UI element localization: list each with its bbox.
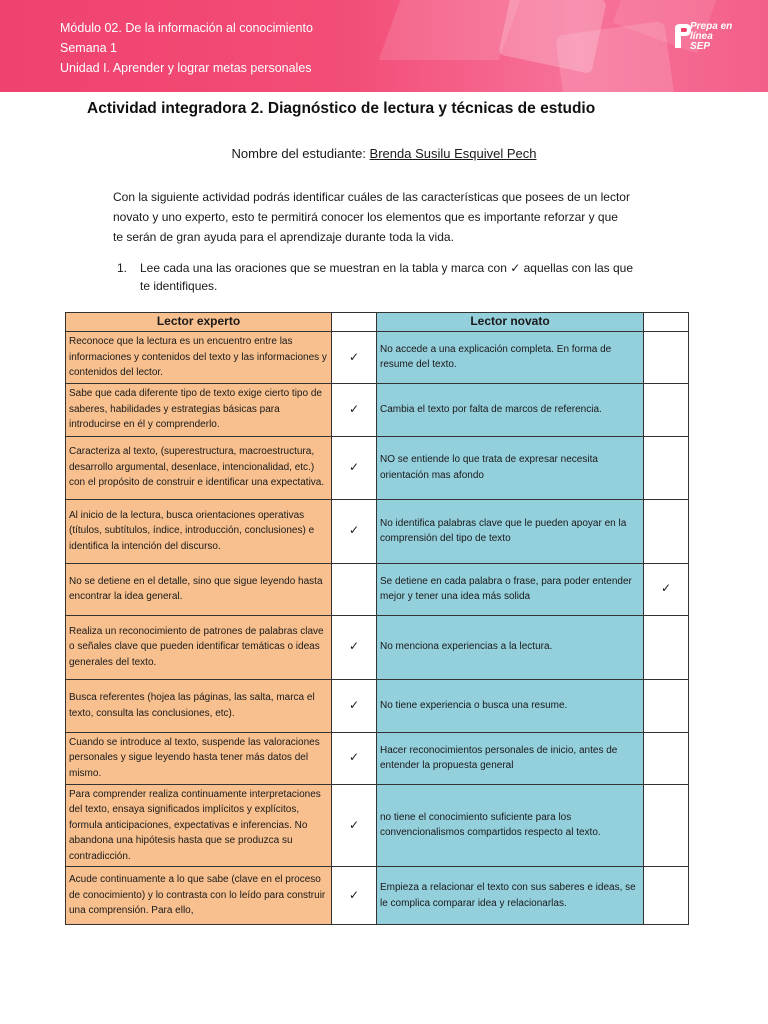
table-row xyxy=(66,679,689,732)
novice-checkmark[interactable] xyxy=(644,332,689,384)
expert-checkmark[interactable]: ✓ xyxy=(332,383,377,436)
expert-trait: Cuando se introduce al texto, suspende las valoraciones personales y sigue leyendo hasta tener más datos del mismo. xyxy=(66,732,332,784)
novice-trait: Se detiene en cada palabra o frase, para poder entender mejor y tener una idea más solida xyxy=(377,563,644,615)
novice-trait: No identifica palabras clave que le pueden apoyar en la comprensión del tipo de texto xyxy=(377,499,644,563)
table-row xyxy=(66,867,689,925)
header-expert-mark xyxy=(332,313,377,332)
novice-checkmark[interactable] xyxy=(644,383,689,436)
expert-trait: Caracteriza al texto, (superestructura, macroestructura, desarrollo argumental, desenlace, intencionalidad, etc.) con el propósito de construir e identificar una expectativa. xyxy=(66,436,332,499)
expert-checkmark[interactable]: ✓ xyxy=(332,784,377,867)
novice-checkmark[interactable] xyxy=(644,784,689,867)
instruction-item xyxy=(113,259,658,295)
novice-trait: No menciona experiencias a la lectura. xyxy=(377,615,644,679)
expert-checkmark[interactable]: ✓ xyxy=(332,332,377,384)
table-row xyxy=(66,732,689,784)
expert-trait: Al inicio de la lectura, busca orientaciones operativas (títulos, subtítulos, índice, introducción, conclusiones) e identifica la intención del discurso. xyxy=(66,499,332,563)
header-expert: Lector experto xyxy=(66,313,332,332)
novice-trait: No tiene experiencia o busca una resume. xyxy=(377,679,644,732)
student-label: Nombre del estudiante: xyxy=(231,146,366,161)
novice-trait: Cambia el texto por falta de marcos de referencia. xyxy=(377,383,644,436)
instruction-number: 1. xyxy=(117,261,128,275)
novice-checkmark[interactable] xyxy=(644,615,689,679)
table-row xyxy=(66,563,689,615)
student-name-line xyxy=(0,146,768,161)
expert-checkmark[interactable]: ✓ xyxy=(332,499,377,563)
expert-trait: Busca referentes (hojea las páginas, las salta, marca el texto, consulta las conclusiones, etc). xyxy=(66,679,332,732)
novice-trait: no tiene el conocimiento suficiente para los convencionalismos compartidos respecto al texto. xyxy=(377,784,644,867)
expert-trait: Acude continuamente a lo que sabe (clave en el proceso de conocimiento) y lo contrasta con lo leído para construir una comprensión. Para ello, xyxy=(66,867,332,925)
expert-checkmark[interactable]: ✓ xyxy=(332,867,377,925)
novice-checkmark[interactable]: ✓ xyxy=(644,563,689,615)
novice-trait: Empieza a relacionar el texto con sus saberes e ideas, se le complica comparar idea y relacionarlas. xyxy=(377,867,644,925)
expert-trait: No se detiene en el detalle, sino que sigue leyendo hasta encontrar la idea general. xyxy=(66,563,332,615)
reader-comparison-table xyxy=(65,312,689,925)
prepa-en-linea-logo xyxy=(672,18,734,70)
expert-checkmark[interactable]: ✓ xyxy=(332,732,377,784)
intro-line: novato y uno experto, esto te permitirá conocer los elementos que es importante reforzar y que xyxy=(113,210,618,224)
novice-checkmark[interactable] xyxy=(644,679,689,732)
expert-checkmark[interactable] xyxy=(332,563,377,615)
course-info xyxy=(60,18,313,78)
novice-trait: No accede a una explicación completa. En forma de resume del texto. xyxy=(377,332,644,384)
expert-checkmark[interactable]: ✓ xyxy=(332,615,377,679)
table-row xyxy=(66,615,689,679)
intro-line: te serán de gran ayuda para el aprendizaje durante toda la vida. xyxy=(113,230,454,244)
week-line: Semana 1 xyxy=(60,41,117,55)
expert-checkmark[interactable]: ✓ xyxy=(332,436,377,499)
module-line: Módulo 02. De la información al conocimiento xyxy=(60,21,313,35)
expert-trait: Sabe que cada diferente tipo de texto exige cierto tipo de saberes, habilidades y estrategias básicas para introducirse en él y comprenderlo. xyxy=(66,383,332,436)
header-banner xyxy=(0,0,768,92)
novice-checkmark[interactable] xyxy=(644,436,689,499)
table-row xyxy=(66,784,689,867)
logo-text: Prepa en línea SEP xyxy=(690,21,733,52)
instruction-line: Lee cada una las oraciones que se muestran en la tabla y marca con ✓ aquellas con las que xyxy=(140,261,634,275)
novice-checkmark[interactable] xyxy=(644,732,689,784)
header-novice-mark xyxy=(644,313,689,332)
novice-checkmark[interactable] xyxy=(644,499,689,563)
page-title: Actividad integradora 2. Diagnóstico de lectura y técnicas de estudio xyxy=(87,100,596,117)
table-header-row xyxy=(66,313,689,332)
intro-paragraph xyxy=(113,187,658,247)
table-row xyxy=(66,499,689,563)
student-name: Brenda Susilu Esquivel Pech xyxy=(369,146,537,161)
intro-line: Con la siguiente actividad podrás identificar cuáles de las características que posees de un lector xyxy=(113,190,630,204)
table-row xyxy=(66,383,689,436)
instruction-line: te identifiques. xyxy=(140,279,218,293)
header-novice: Lector novato xyxy=(377,313,644,332)
table-row xyxy=(66,436,689,499)
unit-line: Unidad I. Aprender y lograr metas personales xyxy=(60,61,312,75)
novice-checkmark[interactable] xyxy=(644,867,689,925)
novice-trait: Hacer reconocimientos personales de inicio, antes de entender la propuesta general xyxy=(377,732,644,784)
expert-trait: Realiza un reconocimiento de patrones de palabras clave o señales clave que pueden identificar temáticas o ideas generales del texto. xyxy=(66,615,332,679)
expert-trait: Reconoce que la lectura es un encuentro entre las informaciones y contenidos del texto y las informaciones y contenidos del lector. xyxy=(66,332,332,384)
novice-trait: NO se entiende lo que trata de expresar necesita orientación mas afondo xyxy=(377,436,644,499)
expert-checkmark[interactable]: ✓ xyxy=(332,679,377,732)
table-row xyxy=(66,332,689,384)
expert-trait: Para comprender realiza continuamente interpretaciones del texto, ensaya significados implícitos y explícitos, formula anticipaciones, expectativas e inferencias. No abandona una hipótesis hasta que se produzca su contradicción. xyxy=(66,784,332,867)
